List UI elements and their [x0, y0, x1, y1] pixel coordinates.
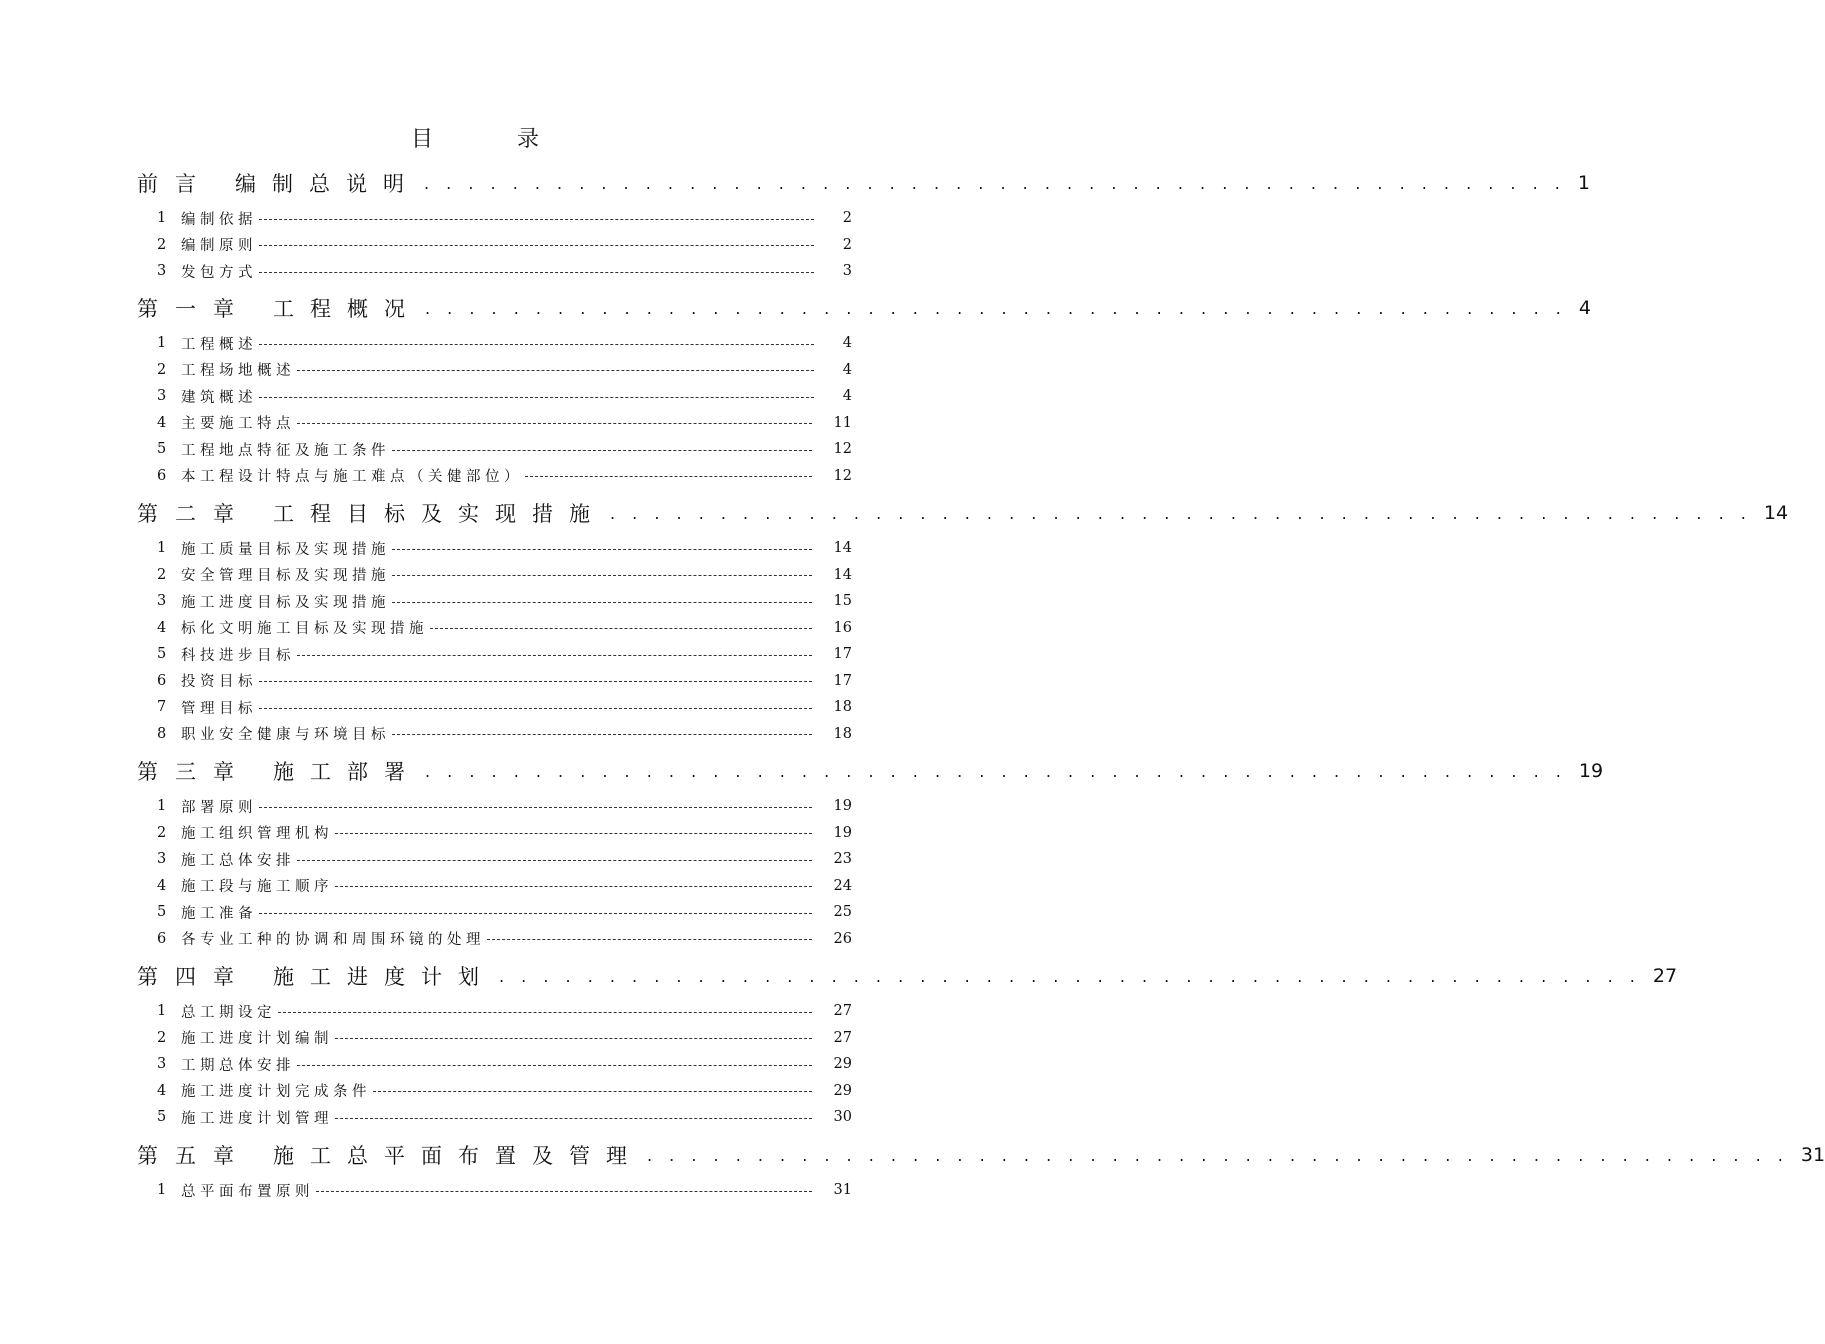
entry-number: 1: [157, 798, 167, 814]
entry-title: 施工质量目标及实现措施: [181, 541, 390, 558]
toc-entry[interactable]: [157, 333, 852, 353]
entry-number: 2: [157, 1029, 167, 1046]
entry-page-number: 12: [833, 441, 852, 457]
entry-page-number: 31: [833, 1182, 852, 1198]
entry-page-number: 16: [833, 619, 852, 636]
entry-number: 3: [157, 388, 167, 404]
toc-entry[interactable]: [157, 591, 852, 611]
leader-dots: . . . . . . . . . . . . . . . . . . . . . . . . . . . . . . . . . . . . . . . . . . . . . . . . . . . .: [424, 173, 1566, 193]
chapter-label: 第四章: [137, 965, 251, 989]
entry-page-number: 14: [833, 566, 852, 583]
entry-title: 总工期设定: [181, 1004, 276, 1021]
toc-entry[interactable]: [157, 261, 852, 281]
toc-chapter[interactable]: [137, 1140, 1825, 1170]
entry-page-number: 11: [833, 414, 852, 431]
entry-number: 4: [157, 877, 167, 894]
toc-chapter[interactable]: [137, 168, 1590, 198]
toc-entry[interactable]: [157, 671, 852, 691]
entry-number: 1: [157, 1003, 167, 1019]
toc-entry[interactable]: [157, 208, 852, 228]
chapter-page-number: 19: [1578, 760, 1604, 782]
leader-dashes: [335, 1118, 812, 1119]
chapter-page-number: 14: [1763, 502, 1789, 524]
toc-entry[interactable]: [157, 1180, 852, 1200]
entry-page-number: 4: [842, 335, 852, 351]
entry-number: 4: [157, 1082, 167, 1099]
chapter-page-number: 27: [1652, 965, 1678, 987]
toc-entry[interactable]: [157, 360, 852, 380]
chapter-name: 编制总说明: [235, 172, 420, 196]
entry-page-number: 25: [833, 904, 852, 920]
entry-title: 标化文明施工目标及实现措施: [181, 621, 428, 637]
entry-number: 5: [157, 441, 167, 457]
entry-page-number: 29: [833, 1082, 852, 1099]
leader-dashes: [525, 476, 812, 477]
entry-number: 3: [157, 263, 167, 279]
toc-entry[interactable]: [157, 386, 852, 406]
toc-entry[interactable]: [157, 796, 852, 816]
entry-title: 施工进度目标及实现措施: [181, 594, 390, 611]
entry-number: 1: [157, 210, 167, 226]
leader-dashes: [259, 219, 814, 220]
leader-dashes: [430, 628, 812, 629]
toc-entry[interactable]: [157, 724, 852, 744]
chapter-label: 前言: [137, 172, 213, 196]
leader-dashes: [297, 423, 812, 424]
toc-entry[interactable]: [157, 538, 852, 558]
toc-entry[interactable]: [157, 902, 852, 922]
leader-dots: . . . . . . . . . . . . . . . . . . . . . . . . . . . . . . . . . . . . . . . . . . . . . . . . . . . .: [425, 298, 1567, 318]
entry-page-number: 26: [833, 930, 852, 947]
entry-page-number: 14: [833, 540, 852, 556]
leader-dashes: [335, 833, 812, 834]
entry-title: 建筑概述: [181, 389, 257, 406]
toc-chapter[interactable]: [137, 293, 1591, 323]
entry-number: 4: [157, 619, 167, 636]
entry-page-number: 19: [833, 798, 852, 814]
entry-number: 5: [157, 904, 167, 920]
leader-dashes: [259, 681, 812, 682]
leader-dashes: [297, 1065, 812, 1066]
toc-entry[interactable]: [157, 929, 852, 949]
leader-dashes: [297, 655, 812, 656]
entry-title: 管理目标: [181, 700, 257, 717]
toc-title: 目录: [410, 127, 623, 152]
toc-entry[interactable]: [157, 823, 852, 843]
leader-dashes: [392, 734, 812, 735]
entry-page-number: 12: [833, 467, 852, 484]
entry-page-number: 15: [833, 593, 852, 609]
toc-entry[interactable]: [157, 466, 852, 486]
entry-title: 施工准备: [181, 905, 257, 922]
entry-title: 安全管理目标及实现措施: [181, 568, 390, 584]
toc-entry[interactable]: [157, 876, 852, 896]
leader-dots: . . . . . . . . . . . . . . . . . . . . . . . . . . . . . . . . . . . . . . . . . . . . . . . . . . . .: [425, 761, 1567, 781]
leader-dots: . . . . . . . . . . . . . . . . . . . . . . . . . . . . . . . . . . . . . . . . . . . . . . . . . . . .: [499, 966, 1641, 986]
chapter-name: 施工部署: [273, 760, 421, 784]
entry-title: 工程地点特征及施工条件: [181, 442, 390, 459]
entry-title: 各专业工种的协调和周围环镜的处理: [181, 932, 485, 948]
entry-page-number: 19: [833, 824, 852, 841]
toc-chapter[interactable]: [137, 961, 1678, 991]
toc-entry[interactable]: [157, 644, 852, 664]
chapter-label: 第五章: [137, 1144, 251, 1168]
toc-chapter[interactable]: [137, 498, 1789, 528]
entry-page-number: 4: [842, 388, 852, 404]
entry-number: 3: [157, 593, 167, 609]
chapter-label: 第二章: [137, 502, 251, 526]
toc-entry[interactable]: [157, 1028, 852, 1048]
toc-entry[interactable]: [157, 1081, 852, 1101]
entry-number: 2: [157, 566, 167, 583]
toc-chapter[interactable]: [137, 756, 1604, 786]
entry-number: 3: [157, 851, 167, 867]
entry-title: 科技进步目标: [181, 647, 295, 664]
entry-number: 7: [157, 699, 167, 715]
leader-dashes: [259, 913, 812, 914]
leader-dashes: [335, 886, 812, 887]
entry-number: 6: [157, 930, 167, 947]
entry-number: 6: [157, 467, 167, 484]
leader-dashes: [259, 344, 814, 345]
leader-dashes: [392, 450, 812, 451]
entry-title: 编制依据: [181, 211, 257, 228]
entry-number: 5: [157, 1109, 167, 1125]
entry-page-number: 17: [833, 646, 852, 662]
chapter-label: 第一章: [137, 297, 251, 321]
entry-number: 4: [157, 414, 167, 431]
entry-number: 1: [157, 540, 167, 556]
leader-dashes: [278, 1012, 812, 1013]
leader-dashes: [297, 860, 812, 861]
entry-page-number: 4: [842, 361, 852, 378]
entry-page-number: 18: [833, 699, 852, 715]
leader-dots: . . . . . . . . . . . . . . . . . . . . . . . . . . . . . . . . . . . . . . . . . . . . . . . . . . . .: [610, 503, 1752, 523]
leader-dashes: [259, 245, 814, 246]
toc-entry[interactable]: [157, 413, 852, 433]
entry-title: 编制原则: [181, 238, 257, 254]
entry-page-number: 3: [842, 263, 852, 279]
entry-number: 2: [157, 236, 167, 253]
entry-page-number: 29: [833, 1056, 852, 1072]
entry-title: 总平面布置原则: [181, 1183, 314, 1200]
chapter-name: 工程目标及实现措施: [273, 502, 606, 526]
entry-title: 投资目标: [181, 674, 257, 690]
entry-title: 本工程设计特点与施工难点（关健部位）: [181, 469, 523, 485]
leader-dashes: [335, 1038, 812, 1039]
entry-title: 施工进度计划完成条件: [181, 1084, 371, 1100]
toc-entry[interactable]: [157, 1107, 852, 1127]
chapter-label: 第三章: [137, 760, 251, 784]
leader-dashes: [487, 939, 812, 940]
toc-entry[interactable]: [157, 618, 852, 638]
toc-entry[interactable]: [157, 565, 852, 585]
entry-page-number: 27: [833, 1003, 852, 1019]
entry-page-number: 30: [833, 1109, 852, 1125]
entry-title: 主要施工特点: [181, 416, 295, 432]
leader-dashes: [392, 602, 812, 603]
entry-title: 工程概述: [181, 336, 257, 353]
entry-number: 2: [157, 361, 167, 378]
entry-title: 发包方式: [181, 264, 257, 281]
leader-dashes: [297, 370, 814, 371]
entry-page-number: 18: [833, 725, 852, 742]
leader-dashes: [259, 807, 812, 808]
entry-page-number: 2: [842, 236, 852, 253]
toc-entry[interactable]: [157, 235, 852, 255]
entry-page-number: 17: [833, 672, 852, 689]
leader-dashes: [316, 1191, 812, 1192]
entry-title: 施工总体安排: [181, 852, 295, 869]
entry-number: 5: [157, 646, 167, 662]
chapter-name: 工程概况: [273, 297, 421, 321]
entry-title: 施工段与施工顺序: [181, 879, 333, 895]
entry-page-number: 27: [833, 1029, 852, 1046]
chapter-page-number: 4: [1578, 297, 1591, 319]
toc-entry[interactable]: [157, 1001, 852, 1021]
toc-entry[interactable]: [157, 1054, 852, 1074]
entry-title: 施工进度计划编制: [181, 1031, 333, 1047]
entry-title: 职业安全健康与环境目标: [181, 727, 390, 743]
toc-entry[interactable]: [157, 849, 852, 869]
chapter-name: 施工进度计划: [273, 965, 495, 989]
leader-dashes: [259, 708, 812, 709]
entry-title: 部署原则: [181, 799, 257, 816]
leader-dashes: [392, 549, 812, 550]
entry-page-number: 2: [842, 210, 852, 226]
chapter-name: 施工总平面布置及管理: [273, 1144, 643, 1168]
entry-title: 工期总体安排: [181, 1057, 295, 1074]
toc-entry[interactable]: [157, 439, 852, 459]
toc-entry[interactable]: [157, 697, 852, 717]
entry-title: 工程场地概述: [181, 363, 295, 379]
leader-dots: . . . . . . . . . . . . . . . . . . . . . . . . . . . . . . . . . . . . . . . . . . . . . . . . . . . .: [647, 1145, 1789, 1165]
leader-dashes: [392, 575, 812, 576]
entry-number: 1: [157, 335, 167, 351]
entry-page-number: 23: [833, 851, 852, 867]
entry-number: 6: [157, 672, 167, 689]
entry-number: 1: [157, 1182, 167, 1198]
entry-title: 施工组织管理机构: [181, 826, 333, 842]
leader-dashes: [373, 1091, 812, 1092]
entry-title: 施工进度计划管理: [181, 1110, 333, 1127]
chapter-page-number: 1: [1577, 172, 1590, 194]
entry-number: 8: [157, 725, 167, 742]
leader-dashes: [259, 272, 814, 273]
entry-page-number: 24: [833, 877, 852, 894]
entry-number: 2: [157, 824, 167, 841]
leader-dashes: [259, 397, 814, 398]
chapter-page-number: 31: [1800, 1144, 1825, 1166]
entry-number: 3: [157, 1056, 167, 1072]
